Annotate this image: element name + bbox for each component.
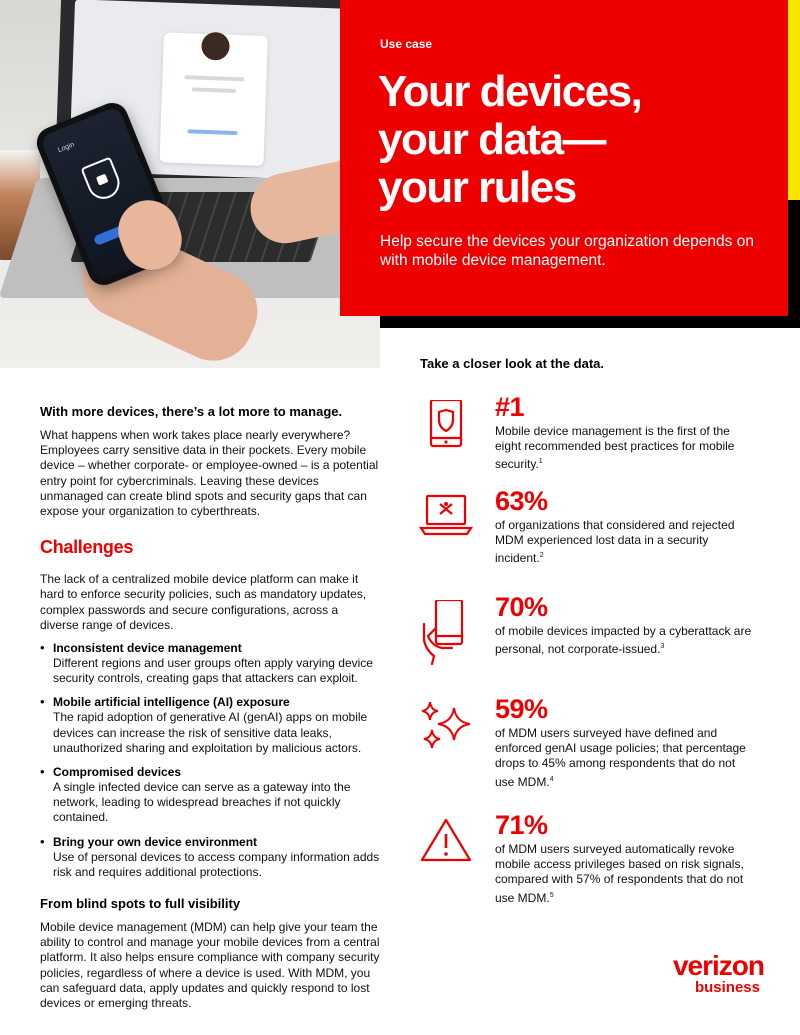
verizon-business-logo: verizon business xyxy=(672,950,764,996)
stat-value: 70% xyxy=(495,592,548,622)
stats-heading: Take a closer look at the data. xyxy=(420,356,604,371)
stat-description: of MDM users surveyed automatically revoke mobile access privileges based on risk signals, compared with 57% of respondents that do not use MDM.$^5$ xyxy=(495,842,744,905)
ai-sparkle-icon xyxy=(418,702,474,762)
stat-description: Mobile device management is the first of the eight recommended best practices for mobile security.$^1$ xyxy=(495,424,735,472)
stat-description: of mobile devices impacted by a cyberattack are personal, not corporate-issued.$^3$ xyxy=(495,624,752,657)
challenges-list xyxy=(40,641,380,880)
hero-photo xyxy=(0,0,380,368)
laptop-alert-icon xyxy=(418,494,474,554)
avatar xyxy=(201,32,230,61)
stat-value: 63% xyxy=(495,486,548,516)
stat-description: of organizations that considered and rejected MDM experienced lost data in a security incident.$^2$ xyxy=(495,518,735,566)
page-title: Your devices, your data— your rules xyxy=(378,67,642,212)
left-column xyxy=(40,404,380,1011)
visibility-body: Mobile device management (MDM) can help give your team the ability to control and manage your mobile devices from a central platform. It also helps ensure compliance with company security policies, regardless of where a device is used. With MDM, you can safeguard data, apply updates and quickly respond to lost devices or emerging threats. xyxy=(40,920,380,1011)
list-item: • Inconsistent device management Different regions and user groups often apply varying device security controls, creating gaps that attackers can exploit. xyxy=(40,641,380,686)
warning-triangle-icon xyxy=(418,818,474,878)
intro-body: What happens when work takes place nearly everywhere? Employees carry sensitive data in their pockets. Every mobile device – whether corporate- or employee-owned – is a potential entry point for cybercriminals. Leaving these devices unmanaged can create blind spots and security gaps that can expose your organization to cyberthreats. xyxy=(40,428,379,519)
intro-heading: With more devices, there’s a lot more to manage. xyxy=(40,404,343,419)
page-subtitle: Help secure the devices your organization depends on with mobile device management. xyxy=(380,233,754,269)
challenges-intro: The lack of a centralized mobile device platform can make it hard to enforce security policies, such as mandatory updates, complex passwords and secure configurations, across a diverse range of devices. xyxy=(40,572,367,632)
stat-value: 59% xyxy=(495,694,548,724)
challenges-title: Challenges xyxy=(40,537,134,558)
shield-phone-icon xyxy=(418,400,474,460)
stat-description: of MDM users surveyed have defined and enforced genAI usage policies; that percentage drops to 45% among respondents that do not use MDM.$^4$ xyxy=(495,726,746,789)
list-item: • Compromised devices A single infected device can serve as a gateway into the network, leading to widespread breaches if not quickly contained. xyxy=(40,765,380,826)
stat-value: #1 xyxy=(495,392,525,422)
yellow-accent-strip xyxy=(788,0,800,210)
visibility-heading: From blind spots to full visibility xyxy=(40,896,241,912)
list-item: • Mobile artificial intelligence (AI) exposure The rapid adoption of generative AI (genAI) apps on mobile devices can increase the risk of sensitive data leaks, unauthorized sharing and exploitation by malicious actors. xyxy=(40,695,380,756)
list-item: • Bring your own device environment Use of personal devices to access company information adds risk and requires additional protections. xyxy=(40,835,380,880)
hand-phone-icon xyxy=(418,600,474,666)
stat-value: 71% xyxy=(495,810,548,840)
eyebrow-label: Use case xyxy=(380,37,433,51)
laptop-login-card xyxy=(159,32,267,166)
lock-shield-icon xyxy=(80,156,124,203)
phone-login-label: Login xyxy=(56,141,76,155)
hero-banner xyxy=(340,0,788,316)
